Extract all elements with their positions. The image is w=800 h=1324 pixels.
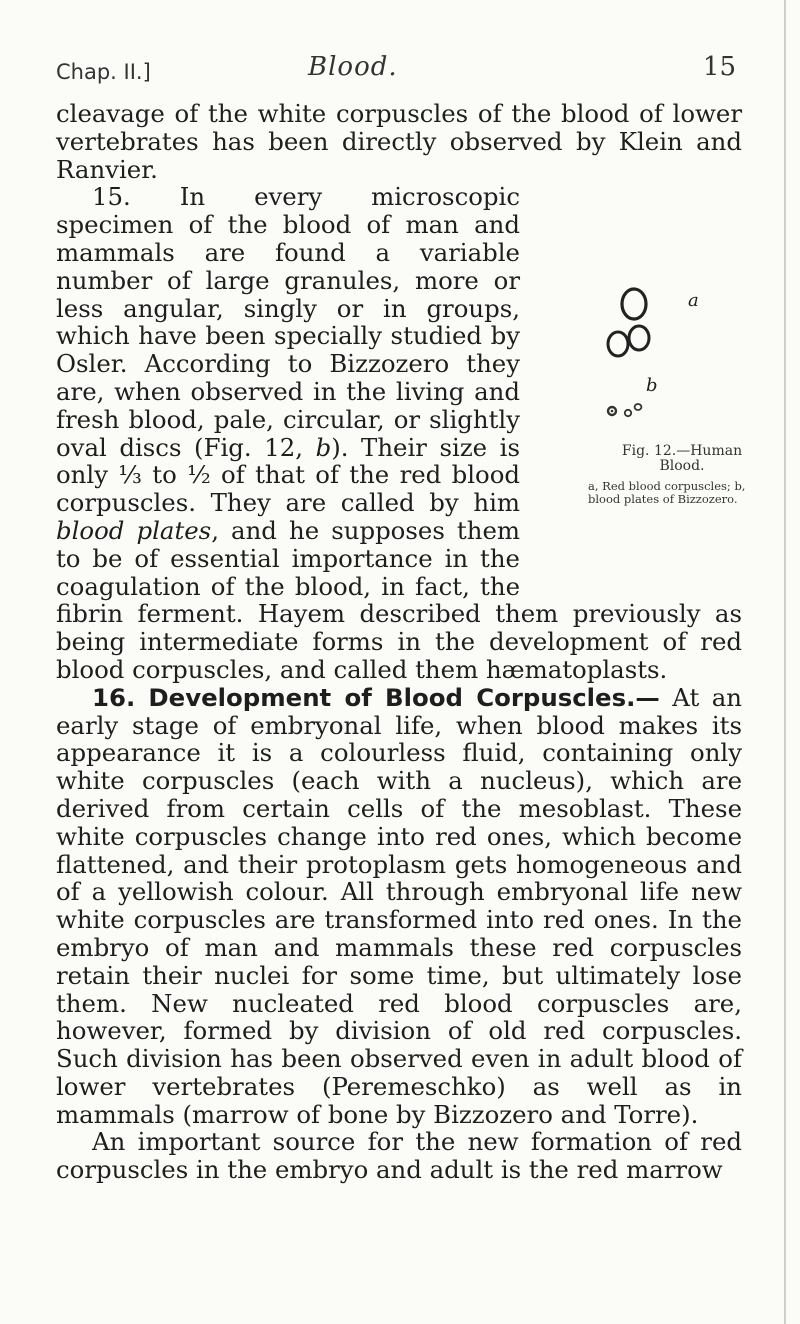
- figure-caption: Fig. 12.—Human Blood.: [621, 443, 743, 474]
- page-body: [56, 100, 742, 1184]
- page-edge-rule: [784, 0, 786, 1324]
- page-header: [56, 52, 744, 92]
- figure-legend: a, Red blood corpuscles; b, blood plates of Bizzozero.: [588, 479, 746, 506]
- figure-spacer: [520, 257, 742, 587]
- term-blood-plates: blood plates: [56, 515, 212, 545]
- paragraph-17: An important source for the new formation of red corpuscles in the embryo and adult is the red marrow: [56, 1127, 742, 1185]
- figure-label-a: a: [688, 290, 699, 311]
- paragraph-16-text: At an early stage of embryonal life, when blood makes its appearance it is a colourless fluid, containing only white corpuscles (each with a nucleus), which are derived from certain cells of the mesoblast. These white corpuscles change into red ones, which become flattened, and their protoplasm gets homogeneous and of a yellowish colour. All through embryonal life new white corpuscles are transformed into red ones. In the embryo of man and mammals these red corpuscles retain their nuclei for some time, but ultimately lose them. New nucleated red blood corpuscles are, however, formed by division of old red corpuscles. Such division has been observed even in adult blood of lower vertebrates (Peremeschko) as well as in mammals (marrow of bone by Bizzozero and Torre).: [56, 682, 742, 1129]
- paragraph-15-text-a: 15. In every microscopic specimen of the blood of man and mammals are found a variable number of large granules, more or less angular, singly or in groups, which have been specially studied by Osler. According to Bizzozero they are, when observed in the living and fresh blood, pale, circular, or slightly oval discs (Fig. 12,: [56, 182, 520, 462]
- page-number: 15: [702, 52, 736, 82]
- paragraph-continuation: cleavage of the white corpuscles of the blood of lower vertebrates has been directly observed by Klein and Ranvier.: [56, 99, 742, 184]
- running-title: Blood.: [308, 52, 398, 82]
- section-heading-16: 16. Development of Blood Corpuscles.—: [92, 682, 660, 712]
- chapter-label: Chap. II.]: [56, 60, 151, 84]
- paragraph-15-text-c: , and he supposes them to be of essential importance in the coagulation of the blood, in fact, the fibrin ferment. Hayem described them previously as being intermediate forms in the development of red blood corpuscles, and called them hæmatoplasts.: [56, 515, 742, 684]
- figure-label-b: b: [646, 375, 658, 396]
- paragraph-15-text-b: ). Their size is only ⅓ to ½ of that of the red blood corpuscles. They are called by him: [56, 432, 520, 518]
- figure-reference-b: b: [315, 432, 332, 462]
- paragraph-16: [56, 684, 742, 1129]
